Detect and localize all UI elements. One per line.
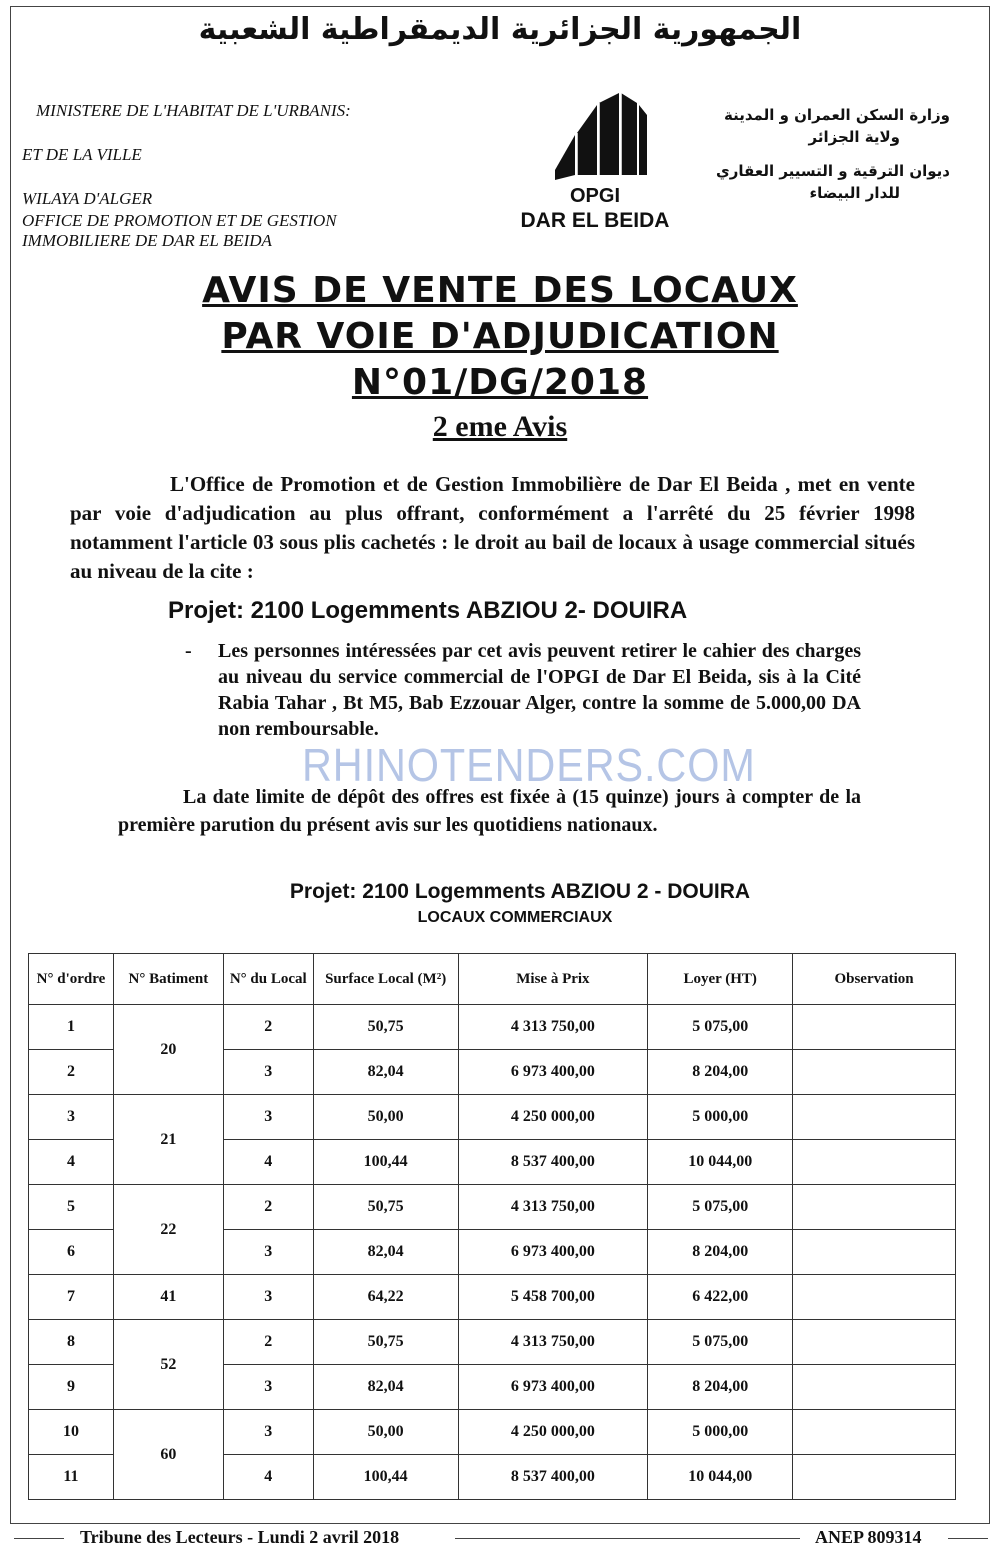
cell-batiment: 60: [113, 1410, 223, 1500]
ministry-line: ET DE LA VILLE: [22, 145, 142, 164]
cell-surface: 100,44: [313, 1455, 458, 1500]
notice-edition: 2 eme Avis: [432, 410, 568, 443]
header-ordre: N° d'ordre: [29, 954, 114, 1005]
cell-mise: 4 313 750,00: [458, 1005, 648, 1050]
cell-ordre: 8: [29, 1320, 114, 1365]
wilaya-line-ar: ولاية الجزائر: [808, 128, 900, 146]
cell-mise: 4 313 750,00: [458, 1320, 648, 1365]
table-row: [29, 1095, 956, 1140]
cell-observation: [793, 1005, 956, 1050]
table-title: Projet: 2100 Logemments ABZIOU 2 - DOUIRA: [289, 880, 751, 903]
cell-local: 3: [223, 1050, 313, 1095]
cell-local: 3: [223, 1230, 313, 1275]
cell-loyer: 5 075,00: [648, 1320, 793, 1365]
footer-rule: [948, 1538, 988, 1539]
table-row: [29, 1185, 956, 1230]
cell-loyer: 5 000,00: [648, 1095, 793, 1140]
cell-observation: [793, 1275, 956, 1320]
retrait-paragraph: Les personnes intéressées par cet avis peuvent retirer le cahier des charges au niveau du service commercial de l'OPGI de Dar El Beida, sis à la Cité Rabia Tahar , Bt M5, Bab Ezzouar Alger, contre la somme de 5.000,00 DA non remboursable.: [218, 640, 861, 740]
wilaya-line: WILAYA D'ALGER: [22, 189, 153, 208]
cell-loyer: 6 422,00: [648, 1275, 793, 1320]
office-line: IMMOBILIERE DE DAR EL BEIDA: [22, 231, 272, 250]
cell-mise: 8 537 400,00: [458, 1140, 648, 1185]
table-row: [29, 1005, 956, 1050]
cell-loyer: 8 204,00: [648, 1230, 793, 1275]
cell-observation: [793, 1140, 956, 1185]
footer-publication: Tribune des Lecteurs - Lundi 2 avril 2018: [80, 1527, 400, 1547]
cell-surface: 82,04: [313, 1365, 458, 1410]
logo-opgi: OPGI: [569, 185, 620, 207]
cell-observation: [793, 1230, 956, 1275]
cell-observation: [793, 1050, 956, 1095]
locaux-table: [28, 953, 956, 1500]
table-row: [29, 1275, 956, 1320]
logo-dar-el-beida: DAR EL BEIDA: [520, 209, 670, 232]
arabic-republic-title: الجمهورية الجزائرية الديمقراطية الشعبية: [198, 12, 802, 47]
cell-ordre: 11: [29, 1455, 114, 1500]
cell-ordre: 10: [29, 1410, 114, 1455]
header-batiment: N° Batiment: [113, 954, 223, 1005]
cell-observation: [793, 1095, 956, 1140]
cell-local: 3: [223, 1095, 313, 1140]
cell-loyer: 8 204,00: [648, 1050, 793, 1095]
cell-ordre: 6: [29, 1230, 114, 1275]
cell-surface: 100,44: [313, 1140, 458, 1185]
cell-local: 3: [223, 1365, 313, 1410]
cell-loyer: 5 075,00: [648, 1005, 793, 1050]
cell-observation: [793, 1365, 956, 1410]
cell-batiment: 41: [113, 1275, 223, 1320]
cell-ordre: 7: [29, 1275, 114, 1320]
cell-observation: [793, 1455, 956, 1500]
cell-batiment: 52: [113, 1320, 223, 1410]
watermark: RHINOTENDERS.COM: [302, 739, 756, 791]
cell-surface: 50,00: [313, 1410, 458, 1455]
cell-observation: [793, 1185, 956, 1230]
cell-ordre: 2: [29, 1050, 114, 1095]
cell-loyer: 10 044,00: [648, 1455, 793, 1500]
cell-mise: 4 313 750,00: [458, 1185, 648, 1230]
cell-surface: 50,00: [313, 1095, 458, 1140]
cell-local: 3: [223, 1410, 313, 1455]
cell-surface: 50,75: [313, 1005, 458, 1050]
footer-anep: ANEP 809314: [815, 1527, 922, 1547]
table-row: [29, 1410, 956, 1455]
header-mise-a-prix: Mise à Prix: [458, 954, 648, 1005]
cell-batiment: 20: [113, 1005, 223, 1095]
office-line-ar: للدار البيضاء: [809, 184, 900, 202]
table-subtitle: LOCAUX COMMERCIAUX: [417, 909, 613, 926]
header-observation: Observation: [793, 954, 956, 1005]
cell-loyer: 5 075,00: [648, 1185, 793, 1230]
table-row: [29, 1320, 956, 1365]
ministry-line-ar: وزارة السكن العمران و المدينة: [724, 106, 950, 124]
cell-mise: 6 973 400,00: [458, 1050, 648, 1095]
cell-loyer: 10 044,00: [648, 1140, 793, 1185]
cell-ordre: 9: [29, 1365, 114, 1410]
cell-local: 2: [223, 1185, 313, 1230]
cell-ordre: 3: [29, 1095, 114, 1140]
cell-surface: 64,22: [313, 1275, 458, 1320]
cell-mise: 5 458 700,00: [458, 1275, 648, 1320]
bullet-dash: -: [185, 640, 192, 662]
cell-ordre: 5: [29, 1185, 114, 1230]
header-local: N° du Local: [223, 954, 313, 1005]
cell-observation: [793, 1320, 956, 1365]
cell-mise: 6 973 400,00: [458, 1230, 648, 1275]
cell-surface: 50,75: [313, 1185, 458, 1230]
cell-mise: 6 973 400,00: [458, 1365, 648, 1410]
notice-number: N°01/DG/2018: [351, 362, 649, 403]
cell-observation: [793, 1410, 956, 1455]
header-surface: Surface Local (M²): [313, 954, 458, 1005]
cell-local: 4: [223, 1140, 313, 1185]
cell-local: 3: [223, 1275, 313, 1320]
cell-surface: 50,75: [313, 1320, 458, 1365]
cell-surface: 82,04: [313, 1050, 458, 1095]
ministry-header-ar: [690, 104, 950, 204]
ministry-line: MINISTERE DE L'HABITAT DE L'URBANIS:: [36, 101, 351, 120]
project-heading: Projet: 2100 Logemments ABZIOU 2- DOUIRA: [168, 597, 688, 624]
cell-ordre: 4: [29, 1140, 114, 1185]
cell-surface: 82,04: [313, 1230, 458, 1275]
notice-title: AVIS DE VENTE DES LOCAUX: [202, 270, 798, 311]
cell-mise: 8 537 400,00: [458, 1455, 648, 1500]
cell-local: 2: [223, 1005, 313, 1050]
cell-mise: 4 250 000,00: [458, 1410, 648, 1455]
office-line-ar: ديوان الترقية و التسيير العقاري: [716, 162, 950, 180]
cell-loyer: 5 000,00: [648, 1410, 793, 1455]
cell-batiment: 21: [113, 1095, 223, 1185]
office-line: OFFICE DE PROMOTION ET DE GESTION: [22, 211, 337, 230]
table-header-row: [29, 954, 956, 1005]
cell-mise: 4 250 000,00: [458, 1095, 648, 1140]
notice-title: PAR VOIE D'ADJUDICATION: [221, 316, 779, 357]
cell-local: 2: [223, 1320, 313, 1365]
header-loyer: Loyer (HT): [648, 954, 793, 1005]
intro-paragraph: L'Office de Promotion et de Gestion Immobilière de Dar El Beida , met en vente par voie d'adjudication au plus offrant, conformément a l'arrêté du 25 février 1998 notamment l'article 03 sous plis cachetés : le droit au bail de locaux à usage commercial situés au niveau de la cite :: [70, 472, 915, 583]
footer-rule: [14, 1538, 64, 1539]
deadline-paragraph: La date limite de dépôt des offres est fixée à (15 quinze) jours à compter de la première parution du présent avis sur les quotidiens nationaux.: [118, 786, 861, 836]
cell-batiment: 22: [113, 1185, 223, 1275]
cell-loyer: 8 204,00: [648, 1365, 793, 1410]
footer-rule: [455, 1538, 800, 1539]
cell-local: 4: [223, 1455, 313, 1500]
cell-ordre: 1: [29, 1005, 114, 1050]
